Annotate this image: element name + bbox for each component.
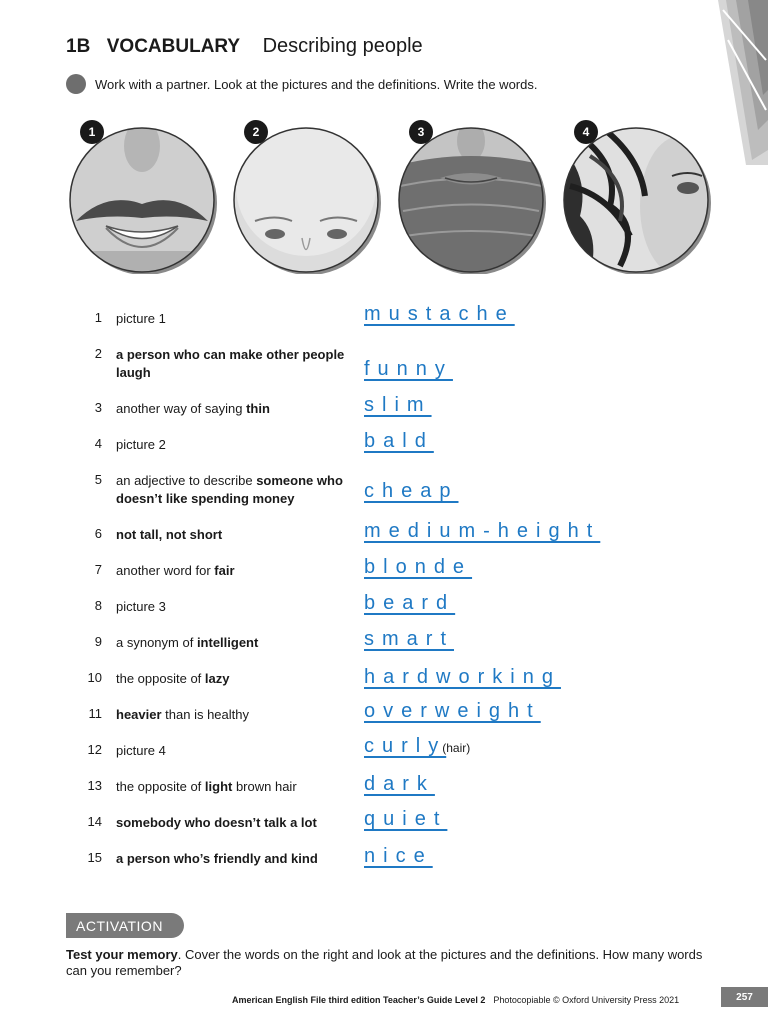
item-number: 11	[88, 706, 102, 721]
item-number: 3	[94, 400, 102, 415]
answer-text: quiet	[364, 808, 448, 830]
section-title: VOCABULARY	[106, 36, 241, 57]
answer-text: bald	[364, 430, 434, 452]
answer-word	[364, 808, 447, 831]
pictures-row	[0, 120, 768, 280]
activation-text	[66, 947, 706, 979]
answer-word	[364, 358, 453, 381]
definition-text: an adjective to describe	[116, 473, 257, 488]
item-definition	[116, 598, 356, 616]
picture-number-badge: 4	[574, 120, 598, 144]
item-definition	[116, 526, 356, 544]
picture-1	[66, 126, 218, 274]
picture-number-badge: 3	[409, 120, 433, 144]
definition-text: picture 1	[116, 311, 166, 326]
answer-word	[364, 628, 454, 651]
answer-word	[364, 480, 459, 503]
bald-head-image	[230, 126, 382, 274]
item-number: 8	[94, 598, 102, 613]
definition-bold-text: light	[204, 779, 233, 794]
definition-bold-text: fair	[214, 563, 235, 578]
definition-bold-text: thin	[246, 401, 270, 416]
answer-word	[364, 773, 435, 796]
item-definition	[116, 742, 356, 760]
answer-word	[364, 666, 561, 689]
item-definition	[116, 706, 356, 724]
definition-bold-text: intelligent	[196, 635, 259, 650]
answer-word	[364, 303, 515, 326]
answer-word	[364, 430, 434, 453]
mustache-face-image	[66, 126, 218, 274]
item-number: 5	[94, 472, 102, 487]
item-number: 1	[94, 310, 102, 325]
item-number: 7	[94, 562, 102, 577]
bullet-dot-icon	[66, 74, 86, 94]
definition-bold-text: heavier	[116, 707, 162, 722]
answer-text: overweight	[364, 700, 541, 722]
answer-word	[364, 735, 470, 758]
definition-bold-text: not tall, not short	[116, 527, 223, 542]
definition-bold-text: a person who can make other people laugh	[116, 347, 345, 380]
answer-word	[364, 592, 455, 615]
answer-text: dark	[364, 773, 435, 795]
activation-lead: Test your memory	[66, 947, 178, 962]
curly-hair-image	[560, 126, 712, 274]
picture-number-badge: 2	[244, 120, 268, 144]
definition-text: picture 2	[116, 437, 166, 452]
footer	[232, 995, 679, 1005]
item-definition	[116, 778, 356, 796]
item-definition	[116, 310, 356, 328]
item-definition	[116, 850, 356, 868]
instruction-text: Work with a partner. Look at the pictures and the definitions. Write the words.	[95, 76, 538, 92]
definition-text: another way of saying	[116, 401, 247, 416]
answer-text: hardworking	[364, 666, 561, 688]
answer-text: blonde	[364, 556, 473, 578]
answer-text: beard	[364, 592, 456, 614]
answer-text: nice	[364, 845, 433, 867]
page-number: 257	[721, 987, 768, 1007]
answer-text: smart	[364, 628, 454, 650]
answer-word	[364, 520, 600, 543]
item-definition	[116, 472, 356, 508]
item-number: 13	[87, 778, 102, 793]
footer-copyright: Photocopiable © Oxford University Press 2021	[493, 995, 680, 1005]
definition-text: a synonym of	[116, 635, 197, 650]
item-definition	[116, 436, 356, 454]
definition-text: brown hair	[232, 779, 297, 794]
picture-number-badge: 1	[80, 120, 104, 144]
answer-text: cheap	[364, 480, 459, 502]
footer-book-title: American English File third edition Teacher’s Guide Level 2	[232, 995, 486, 1005]
definition-bold-text: lazy	[204, 671, 230, 686]
beard-face-image	[395, 126, 547, 274]
picture-3	[395, 126, 547, 274]
section-code: 1B	[66, 36, 91, 57]
answer-text: slim	[364, 394, 432, 416]
item-number: 14	[87, 814, 102, 829]
definition-bold-text: somebody who doesn’t talk a lot	[116, 815, 317, 830]
activation-body: . Cover the words on the right and look at the pictures and the definitions. How many words can you remember?	[66, 947, 703, 978]
answer-note: (hair)	[442, 741, 471, 755]
item-definition	[116, 400, 356, 418]
picture-2	[230, 126, 382, 274]
item-number: 10	[87, 670, 102, 685]
activation-banner: ACTIVATION	[66, 913, 184, 938]
answer-word	[364, 556, 472, 579]
definition-text: than is healthy	[161, 707, 249, 722]
section-header	[66, 35, 423, 58]
answer-text: curly	[364, 735, 447, 757]
answer-word	[364, 700, 541, 723]
answer-word	[364, 845, 433, 868]
instruction	[66, 74, 537, 94]
definition-text: the opposite of	[116, 671, 205, 686]
definition-text: picture 4	[116, 743, 166, 758]
definition-text: another word for	[116, 563, 215, 578]
definition-bold-text: a person who’s friendly and kind	[116, 851, 318, 866]
item-definition	[116, 670, 356, 688]
definition-bold-text: someone who doesn’t like spending money	[116, 473, 343, 506]
item-number: 4	[94, 436, 102, 451]
answer-text: funny	[364, 358, 453, 380]
item-definition	[116, 562, 356, 580]
item-number: 2	[94, 346, 102, 361]
item-definition	[116, 634, 356, 652]
answer-text: medium-height	[364, 520, 601, 542]
item-number: 9	[94, 634, 102, 649]
item-definition	[116, 346, 356, 382]
definition-text: picture 3	[116, 599, 166, 614]
item-definition	[116, 814, 356, 832]
picture-4	[560, 126, 712, 274]
answer-word	[364, 394, 432, 417]
item-number: 6	[94, 526, 102, 541]
section-subtitle: Describing people	[262, 35, 423, 57]
item-number: 12	[87, 742, 102, 757]
answer-text: mustache	[364, 303, 515, 325]
item-number: 15	[87, 850, 102, 865]
definition-text: the opposite of	[116, 779, 205, 794]
